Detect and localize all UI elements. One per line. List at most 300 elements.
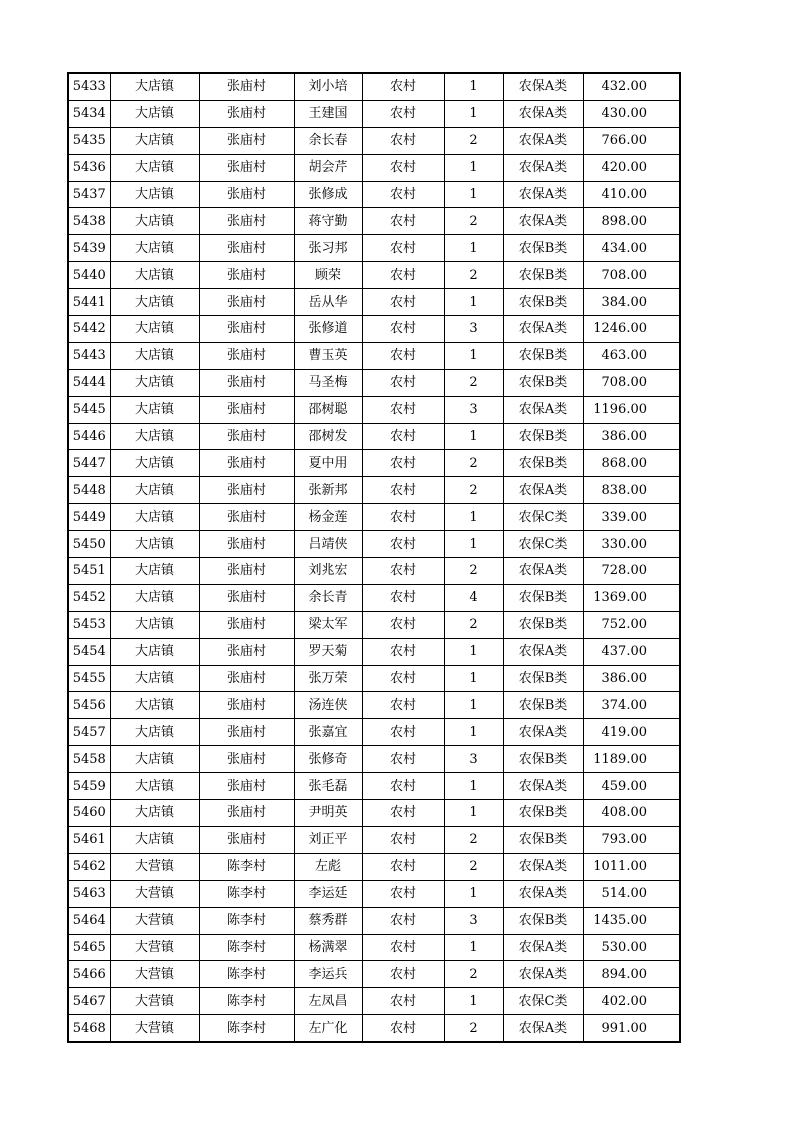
table-row	[68, 907, 680, 934]
village-cell: 张庙村	[199, 773, 294, 800]
row-number: 5466	[68, 961, 110, 988]
village-cell: 张庙村	[199, 746, 294, 773]
amount-cell: 868.00	[583, 450, 680, 477]
table-row	[68, 235, 680, 262]
name-cell: 张修成	[294, 181, 362, 208]
name-cell: 左广化	[294, 1015, 362, 1042]
insurance-class-cell: 农保B类	[503, 235, 583, 262]
table-row	[68, 181, 680, 208]
amount-cell: 1189.00	[583, 746, 680, 773]
person-count-cell: 1	[444, 100, 503, 127]
table-row	[68, 719, 680, 746]
town-cell: 大营镇	[110, 961, 199, 988]
amount-cell: 384.00	[583, 289, 680, 316]
person-count-cell: 1	[444, 800, 503, 827]
village-cell: 张庙村	[199, 154, 294, 181]
person-count-cell: 2	[444, 477, 503, 504]
town-cell: 大店镇	[110, 504, 199, 531]
name-cell: 邵树聪	[294, 396, 362, 423]
village-cell: 张庙村	[199, 369, 294, 396]
row-number: 5450	[68, 531, 110, 558]
amount-cell: 991.00	[583, 1015, 680, 1042]
name-cell: 左凤昌	[294, 988, 362, 1015]
insurance-class-cell: 农保A类	[503, 73, 583, 100]
table-row	[68, 477, 680, 504]
person-count-cell: 2	[444, 961, 503, 988]
insurance-class-cell: 农保A类	[503, 880, 583, 907]
insurance-class-cell: 农保A类	[503, 719, 583, 746]
insurance-class-cell: 农保B类	[503, 342, 583, 369]
name-cell: 罗天菊	[294, 638, 362, 665]
row-number: 5448	[68, 477, 110, 504]
person-count-cell: 2	[444, 826, 503, 853]
household-type-cell: 农村	[362, 880, 444, 907]
name-cell: 余长春	[294, 127, 362, 154]
town-cell: 大营镇	[110, 880, 199, 907]
village-cell: 张庙村	[199, 73, 294, 100]
name-cell: 张新邦	[294, 477, 362, 504]
name-cell: 蔡秀群	[294, 907, 362, 934]
table-row	[68, 746, 680, 773]
village-cell: 陈李村	[199, 961, 294, 988]
insurance-class-cell: 农保A类	[503, 1015, 583, 1042]
row-number: 5442	[68, 316, 110, 343]
amount-cell: 1369.00	[583, 584, 680, 611]
village-cell: 张庙村	[199, 208, 294, 235]
town-cell: 大店镇	[110, 450, 199, 477]
insurance-class-cell: 农保B类	[503, 665, 583, 692]
name-cell: 王建国	[294, 100, 362, 127]
row-number: 5463	[68, 880, 110, 907]
table-row	[68, 558, 680, 585]
amount-cell: 402.00	[583, 988, 680, 1015]
table-row	[68, 826, 680, 853]
insurance-class-cell: 农保B类	[503, 262, 583, 289]
town-cell: 大店镇	[110, 692, 199, 719]
insurance-class-cell: 农保A类	[503, 154, 583, 181]
village-cell: 张庙村	[199, 127, 294, 154]
table-row	[68, 504, 680, 531]
row-number: 5441	[68, 289, 110, 316]
table-row	[68, 692, 680, 719]
row-number: 5435	[68, 127, 110, 154]
town-cell: 大店镇	[110, 773, 199, 800]
row-number: 5444	[68, 369, 110, 396]
insurance-class-cell: 农保C类	[503, 988, 583, 1015]
village-cell: 张庙村	[199, 638, 294, 665]
name-cell: 夏中用	[294, 450, 362, 477]
table-row	[68, 208, 680, 235]
household-type-cell: 农村	[362, 289, 444, 316]
amount-cell: 330.00	[583, 531, 680, 558]
insurance-class-cell: 农保B类	[503, 907, 583, 934]
person-count-cell: 2	[444, 369, 503, 396]
household-type-cell: 农村	[362, 826, 444, 853]
name-cell: 左彪	[294, 853, 362, 880]
amount-cell: 339.00	[583, 504, 680, 531]
household-type-cell: 农村	[362, 746, 444, 773]
town-cell: 大店镇	[110, 531, 199, 558]
town-cell: 大店镇	[110, 665, 199, 692]
amount-cell: 838.00	[583, 477, 680, 504]
name-cell: 张万荣	[294, 665, 362, 692]
village-cell: 张庙村	[199, 262, 294, 289]
amount-cell: 766.00	[583, 127, 680, 154]
town-cell: 大店镇	[110, 235, 199, 262]
roster-table	[67, 72, 681, 1043]
household-type-cell: 农村	[362, 450, 444, 477]
table-row	[68, 853, 680, 880]
amount-cell: 386.00	[583, 665, 680, 692]
insurance-class-cell: 农保A类	[503, 181, 583, 208]
village-cell: 陈李村	[199, 907, 294, 934]
amount-cell: 420.00	[583, 154, 680, 181]
household-type-cell: 农村	[362, 665, 444, 692]
village-cell: 张庙村	[199, 235, 294, 262]
name-cell: 张修道	[294, 316, 362, 343]
town-cell: 大店镇	[110, 100, 199, 127]
name-cell: 蒋守勤	[294, 208, 362, 235]
insurance-class-cell: 农保A类	[503, 638, 583, 665]
person-count-cell: 2	[444, 1015, 503, 1042]
household-type-cell: 农村	[362, 719, 444, 746]
insurance-class-cell: 农保A类	[503, 558, 583, 585]
town-cell: 大店镇	[110, 719, 199, 746]
household-type-cell: 农村	[362, 1015, 444, 1042]
person-count-cell: 3	[444, 907, 503, 934]
village-cell: 张庙村	[199, 504, 294, 531]
amount-cell: 728.00	[583, 558, 680, 585]
name-cell: 张习邦	[294, 235, 362, 262]
amount-cell: 408.00	[583, 800, 680, 827]
town-cell: 大店镇	[110, 369, 199, 396]
person-count-cell: 1	[444, 988, 503, 1015]
insurance-class-cell: 农保A类	[503, 961, 583, 988]
town-cell: 大店镇	[110, 73, 199, 100]
amount-cell: 708.00	[583, 262, 680, 289]
name-cell: 岳从华	[294, 289, 362, 316]
town-cell: 大店镇	[110, 423, 199, 450]
household-type-cell: 农村	[362, 477, 444, 504]
amount-cell: 410.00	[583, 181, 680, 208]
village-cell: 张庙村	[199, 316, 294, 343]
table-row	[68, 665, 680, 692]
table-row	[68, 100, 680, 127]
insurance-class-cell: 农保B类	[503, 584, 583, 611]
town-cell: 大店镇	[110, 800, 199, 827]
household-type-cell: 农村	[362, 692, 444, 719]
row-number: 5468	[68, 1015, 110, 1042]
amount-cell: 430.00	[583, 100, 680, 127]
household-type-cell: 农村	[362, 73, 444, 100]
amount-cell: 374.00	[583, 692, 680, 719]
town-cell: 大营镇	[110, 907, 199, 934]
insurance-class-cell: 农保C类	[503, 504, 583, 531]
person-count-cell: 1	[444, 531, 503, 558]
household-type-cell: 农村	[362, 558, 444, 585]
town-cell: 大店镇	[110, 208, 199, 235]
household-type-cell: 农村	[362, 531, 444, 558]
person-count-cell: 1	[444, 692, 503, 719]
town-cell: 大店镇	[110, 477, 199, 504]
name-cell: 胡会芹	[294, 154, 362, 181]
amount-cell: 898.00	[583, 208, 680, 235]
insurance-class-cell: 农保A类	[503, 208, 583, 235]
village-cell: 陈李村	[199, 853, 294, 880]
table-row	[68, 262, 680, 289]
name-cell: 马圣梅	[294, 369, 362, 396]
household-type-cell: 农村	[362, 584, 444, 611]
row-number: 5459	[68, 773, 110, 800]
insurance-class-cell: 农保A类	[503, 853, 583, 880]
row-number: 5451	[68, 558, 110, 585]
name-cell: 张嘉宜	[294, 719, 362, 746]
row-number: 5439	[68, 235, 110, 262]
household-type-cell: 农村	[362, 800, 444, 827]
insurance-class-cell: 农保A类	[503, 477, 583, 504]
name-cell: 顾荣	[294, 262, 362, 289]
row-number: 5456	[68, 692, 110, 719]
person-count-cell: 1	[444, 289, 503, 316]
town-cell: 大店镇	[110, 396, 199, 423]
table-row	[68, 450, 680, 477]
amount-cell: 1011.00	[583, 853, 680, 880]
person-count-cell: 2	[444, 853, 503, 880]
village-cell: 张庙村	[199, 289, 294, 316]
town-cell: 大营镇	[110, 934, 199, 961]
household-type-cell: 农村	[362, 504, 444, 531]
row-number: 5433	[68, 73, 110, 100]
table-row	[68, 880, 680, 907]
amount-cell: 1196.00	[583, 396, 680, 423]
town-cell: 大店镇	[110, 181, 199, 208]
household-type-cell: 农村	[362, 423, 444, 450]
village-cell: 张庙村	[199, 584, 294, 611]
village-cell: 张庙村	[199, 800, 294, 827]
village-cell: 张庙村	[199, 531, 294, 558]
amount-cell: 437.00	[583, 638, 680, 665]
household-type-cell: 农村	[362, 342, 444, 369]
name-cell: 刘正平	[294, 826, 362, 853]
insurance-class-cell: 农保B类	[503, 800, 583, 827]
town-cell: 大店镇	[110, 154, 199, 181]
name-cell: 李运廷	[294, 880, 362, 907]
name-cell: 张修奇	[294, 746, 362, 773]
row-number: 5465	[68, 934, 110, 961]
person-count-cell: 1	[444, 504, 503, 531]
table-body	[68, 73, 680, 1042]
village-cell: 陈李村	[199, 934, 294, 961]
person-count-cell: 1	[444, 773, 503, 800]
household-type-cell: 农村	[362, 988, 444, 1015]
person-count-cell: 2	[444, 558, 503, 585]
village-cell: 张庙村	[199, 665, 294, 692]
town-cell: 大店镇	[110, 342, 199, 369]
table-row	[68, 934, 680, 961]
person-count-cell: 4	[444, 584, 503, 611]
row-number: 5438	[68, 208, 110, 235]
name-cell: 梁太军	[294, 611, 362, 638]
amount-cell: 894.00	[583, 961, 680, 988]
town-cell: 大店镇	[110, 127, 199, 154]
household-type-cell: 农村	[362, 262, 444, 289]
row-number: 5455	[68, 665, 110, 692]
person-count-cell: 1	[444, 154, 503, 181]
row-number: 5447	[68, 450, 110, 477]
household-type-cell: 农村	[362, 208, 444, 235]
household-type-cell: 农村	[362, 100, 444, 127]
row-number: 5436	[68, 154, 110, 181]
household-type-cell: 农村	[362, 934, 444, 961]
person-count-cell: 2	[444, 450, 503, 477]
person-count-cell: 1	[444, 342, 503, 369]
insurance-class-cell: 农保A类	[503, 396, 583, 423]
village-cell: 张庙村	[199, 477, 294, 504]
household-type-cell: 农村	[362, 181, 444, 208]
name-cell: 余长青	[294, 584, 362, 611]
table-row	[68, 638, 680, 665]
table-row	[68, 961, 680, 988]
amount-cell: 432.00	[583, 73, 680, 100]
town-cell: 大店镇	[110, 746, 199, 773]
amount-cell: 434.00	[583, 235, 680, 262]
household-type-cell: 农村	[362, 638, 444, 665]
name-cell: 吕靖侠	[294, 531, 362, 558]
village-cell: 张庙村	[199, 558, 294, 585]
name-cell: 汤连侠	[294, 692, 362, 719]
town-cell: 大店镇	[110, 262, 199, 289]
table-row	[68, 800, 680, 827]
row-number: 5440	[68, 262, 110, 289]
household-type-cell: 农村	[362, 907, 444, 934]
person-count-cell: 1	[444, 181, 503, 208]
row-number: 5434	[68, 100, 110, 127]
amount-cell: 530.00	[583, 934, 680, 961]
table-row	[68, 988, 680, 1015]
name-cell: 尹明英	[294, 800, 362, 827]
town-cell: 大店镇	[110, 826, 199, 853]
household-type-cell: 农村	[362, 853, 444, 880]
insurance-class-cell: 农保B类	[503, 423, 583, 450]
amount-cell: 459.00	[583, 773, 680, 800]
insurance-class-cell: 农保A类	[503, 934, 583, 961]
insurance-class-cell: 农保C类	[503, 531, 583, 558]
village-cell: 张庙村	[199, 826, 294, 853]
person-count-cell: 3	[444, 746, 503, 773]
name-cell: 刘兆宏	[294, 558, 362, 585]
row-number: 5437	[68, 181, 110, 208]
household-type-cell: 农村	[362, 396, 444, 423]
row-number: 5464	[68, 907, 110, 934]
table-row	[68, 154, 680, 181]
row-number: 5454	[68, 638, 110, 665]
village-cell: 张庙村	[199, 396, 294, 423]
table-row	[68, 396, 680, 423]
household-type-cell: 农村	[362, 235, 444, 262]
row-number: 5460	[68, 800, 110, 827]
village-cell: 陈李村	[199, 1015, 294, 1042]
row-number: 5467	[68, 988, 110, 1015]
person-count-cell: 1	[444, 719, 503, 746]
person-count-cell: 2	[444, 262, 503, 289]
amount-cell: 386.00	[583, 423, 680, 450]
household-type-cell: 农村	[362, 154, 444, 181]
person-count-cell: 1	[444, 665, 503, 692]
insurance-class-cell: 农保B类	[503, 450, 583, 477]
row-number: 5453	[68, 611, 110, 638]
person-count-cell: 1	[444, 880, 503, 907]
insurance-class-cell: 农保A类	[503, 100, 583, 127]
row-number: 5458	[68, 746, 110, 773]
table-row	[68, 369, 680, 396]
insurance-class-cell: 农保B类	[503, 289, 583, 316]
town-cell: 大店镇	[110, 289, 199, 316]
name-cell: 邵树发	[294, 423, 362, 450]
amount-cell: 1435.00	[583, 907, 680, 934]
person-count-cell: 1	[444, 235, 503, 262]
village-cell: 张庙村	[199, 181, 294, 208]
town-cell: 大店镇	[110, 558, 199, 585]
person-count-cell: 2	[444, 127, 503, 154]
table-row	[68, 127, 680, 154]
amount-cell: 793.00	[583, 826, 680, 853]
name-cell: 李运兵	[294, 961, 362, 988]
town-cell: 大营镇	[110, 853, 199, 880]
amount-cell: 708.00	[583, 369, 680, 396]
village-cell: 陈李村	[199, 880, 294, 907]
person-count-cell: 3	[444, 316, 503, 343]
amount-cell: 419.00	[583, 719, 680, 746]
town-cell: 大店镇	[110, 584, 199, 611]
town-cell: 大店镇	[110, 638, 199, 665]
town-cell: 大店镇	[110, 611, 199, 638]
row-number: 5457	[68, 719, 110, 746]
name-cell: 杨金莲	[294, 504, 362, 531]
person-count-cell: 2	[444, 208, 503, 235]
table-row	[68, 531, 680, 558]
household-type-cell: 农村	[362, 369, 444, 396]
village-cell: 张庙村	[199, 719, 294, 746]
village-cell: 张庙村	[199, 100, 294, 127]
household-type-cell: 农村	[362, 611, 444, 638]
household-type-cell: 农村	[362, 961, 444, 988]
row-number: 5461	[68, 826, 110, 853]
table-row	[68, 289, 680, 316]
insurance-class-cell: 农保A类	[503, 773, 583, 800]
insurance-class-cell: 农保B类	[503, 369, 583, 396]
row-number: 5452	[68, 584, 110, 611]
village-cell: 张庙村	[199, 342, 294, 369]
name-cell: 刘小培	[294, 73, 362, 100]
person-count-cell: 1	[444, 934, 503, 961]
amount-cell: 514.00	[583, 880, 680, 907]
town-cell: 大营镇	[110, 1015, 199, 1042]
row-number: 5449	[68, 504, 110, 531]
insurance-class-cell: 农保B类	[503, 692, 583, 719]
person-count-cell: 1	[444, 423, 503, 450]
row-number: 5445	[68, 396, 110, 423]
person-count-cell: 1	[444, 73, 503, 100]
table-row	[68, 342, 680, 369]
name-cell: 曹玉英	[294, 342, 362, 369]
person-count-cell: 3	[444, 396, 503, 423]
town-cell: 大营镇	[110, 988, 199, 1015]
table-row	[68, 1015, 680, 1042]
name-cell: 杨满翠	[294, 934, 362, 961]
table-row	[68, 584, 680, 611]
amount-cell: 752.00	[583, 611, 680, 638]
insurance-class-cell: 农保B类	[503, 746, 583, 773]
